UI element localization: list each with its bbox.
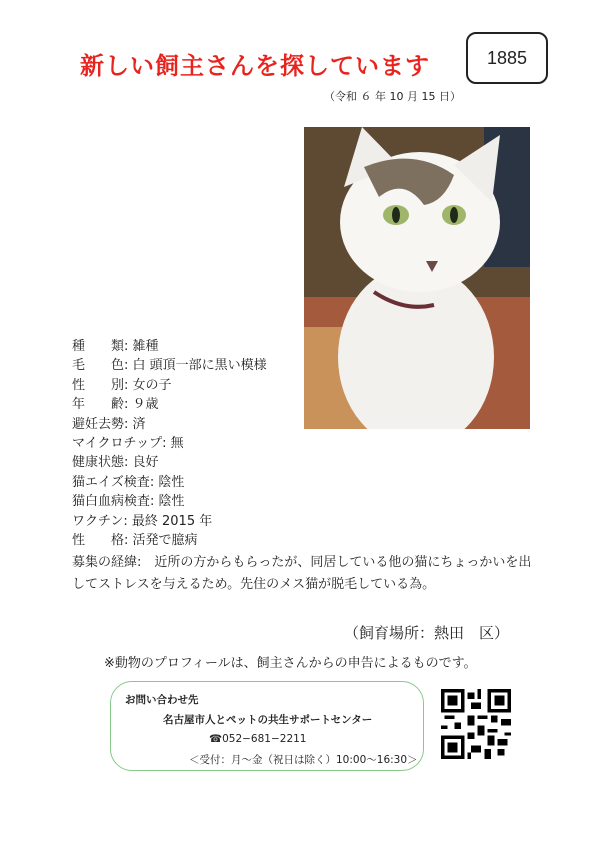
contact-box bbox=[110, 681, 424, 771]
contact-heading: お問い合わせ先 bbox=[125, 694, 199, 706]
detail-row: 毛 色: 白 頭頂一部に黒い模様 bbox=[72, 358, 267, 374]
qr-code[interactable] bbox=[441, 689, 511, 759]
detail-row: 年 齢: ９歳 bbox=[72, 397, 159, 413]
detail-row: 健康状態: 良好 bbox=[72, 455, 159, 471]
detail-row: マイクロチップ: 無 bbox=[72, 436, 184, 452]
issue-date: （令和 ６ 年 10 月 15 日） bbox=[324, 90, 461, 103]
profile-note: ※動物のプロフィールは、飼主さんからの申告によるものです。 bbox=[104, 656, 477, 671]
id-number-box bbox=[466, 32, 548, 84]
detail-row: 避妊去勢: 済 bbox=[72, 416, 146, 432]
detail-row: 性 別: 女の子 bbox=[72, 377, 172, 393]
adoption-reason: 募集の経緯: 近所の方からもらったが、同居している他の猫にちょっかいを出してストレスを与えるため。先住のメス猫が脱毛している為。 bbox=[72, 555, 532, 592]
cat-illustration bbox=[304, 127, 530, 429]
detail-row: 猫白血病検査: 陰性 bbox=[72, 494, 185, 510]
detail-row: ワクチン: 最終 2015 年 bbox=[72, 513, 213, 529]
contact-phone: ☎052−681−2211 bbox=[209, 733, 307, 745]
page-title: 新しい飼主さんを探しています bbox=[80, 52, 430, 80]
cat-photo bbox=[304, 127, 530, 429]
pet-details bbox=[72, 337, 267, 550]
detail-row: 猫エイズ検査: 陰性 bbox=[72, 474, 185, 490]
detail-row: 種 類: 雑種 bbox=[72, 339, 159, 354]
contact-org: 名古屋市人とペットの共生サポートセンター bbox=[163, 714, 373, 726]
contact-hours: ＜受付：月～金（祝日は除く）10:00～16:30＞ bbox=[189, 754, 418, 766]
qr-code-icon bbox=[441, 689, 511, 759]
id-number: 1885 bbox=[486, 47, 528, 68]
foster-location: （飼育場所：熱田 区） bbox=[344, 624, 510, 642]
detail-row: 性 格: 活発で臆病 bbox=[72, 533, 198, 549]
